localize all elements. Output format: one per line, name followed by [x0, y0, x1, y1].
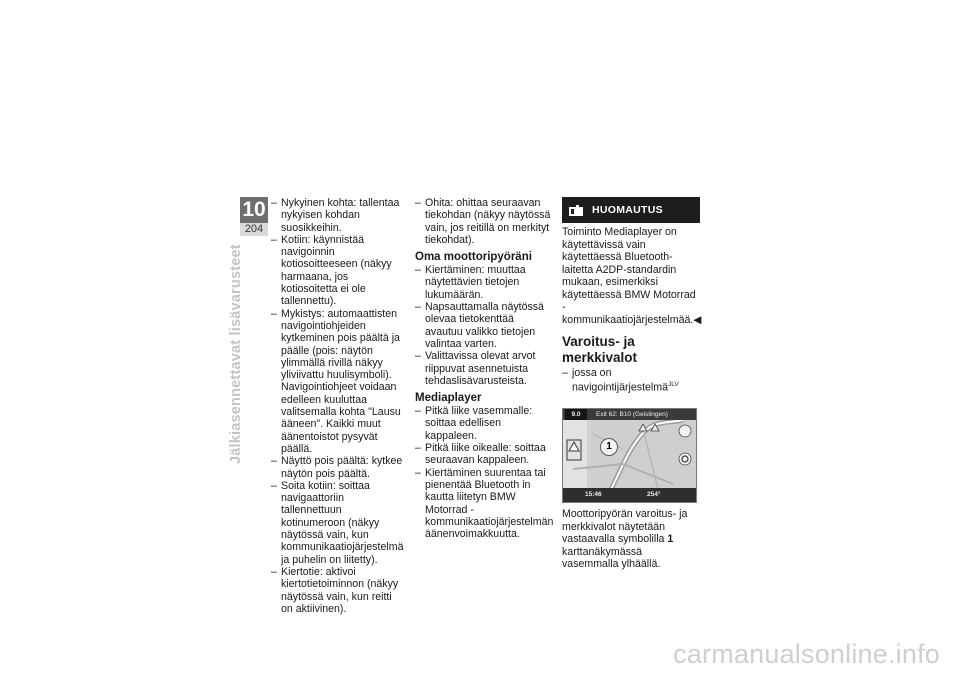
list-item: – Kiertäminen suurentaa tai pienentää Bluetooth in kautta liitetyn BMW Motorrad -kommunikaatiojärjestelmän äänenvoimakkuutta. [415, 467, 551, 541]
variant-tag: JLV [667, 381, 679, 389]
text-column-2 [415, 197, 554, 541]
section-heading-warnings: Varoitus- ja merkkivalot [562, 334, 638, 365]
list-item: – Pitkä liike oikealle: soittaa seuraavan kappaleen. [415, 442, 551, 467]
chapter-number: 10 [240, 197, 268, 223]
function-list [271, 197, 404, 615]
list-item: – Näyttö pois päältä: kytkee näytön pois päältä. [271, 455, 404, 480]
warning-marker: 1 [600, 438, 618, 456]
function-list [415, 405, 554, 541]
nav-time: 15:46 [585, 491, 602, 499]
list-item-text: jossa on navigointijärjestelmä [572, 367, 668, 394]
navigation-screen [562, 408, 697, 503]
section-heading-motorcycle: Oma moottoripyöräni [415, 251, 532, 264]
section-heading-mediaplayer: Mediaplayer [415, 392, 482, 405]
watermark: carmanualsonline.info [673, 639, 940, 669]
caption-suffix: karttanäkymässä vasemmalla ylhäällä. [562, 545, 661, 571]
list-item: – Kiertäminen: muuttaa näytettävien tietojen lukumäärän. [415, 264, 551, 301]
notice-header [562, 197, 700, 223]
list-item [562, 367, 700, 394]
function-list [415, 264, 551, 387]
list-item: – Nykyinen kohta: tallentaa nykyisen kohdan suosikkeihin. [271, 197, 404, 234]
list-item: – Valittavissa olevat arvot riippuvat asennetuista tehdaslisävarusteista. [415, 350, 551, 387]
function-list [415, 197, 551, 246]
side-chapter-label: Jälkiasennettavat lisävarusteet [228, 244, 244, 464]
list-item: – Pitkä liike vasemmalle: soittaa edellisen kappaleen. [415, 405, 551, 442]
list-item: – Mykistys: automaattisten navigointiohjeiden kytkeminen pois päältä ja päälle (pois: näytön ylimmällä rivillä näkyy yliviivattu huulisymboli). Navigointiohjeet voidaan edelleen kuuluttaa valitsemalla kohta "Lausu ääneen". Kaikki muut äänentoistot pysyvät päällä. [271, 308, 404, 456]
nav-distance: 9.0 [565, 409, 587, 420]
nav-exit-text: Exit 62: B10 (Geislingen) [596, 411, 668, 419]
list-item: – Napsauttamalla näytössä olevaa tietokenttää avautuu valikko tietojen valintaa varten. [415, 301, 551, 350]
caption-prefix: Moottoripyörän varoitus- ja merkkivalot näytetään vastaavalla symbolilla [562, 508, 688, 546]
screen-caption [562, 508, 700, 571]
text-column-3 [562, 197, 700, 571]
list-item: – Ohita: ohittaa seuraavan tiekohdan (näkyy näytössä vain, jos reitillä on merkityt tiekohdat). [415, 197, 551, 246]
caption-marker: 1 [667, 533, 674, 546]
nav-info-bar [563, 488, 696, 502]
list-item: – Soita kotiin: soittaa navigaattoriin tallennettuun kotinumeroon (näkyy näytössä vain, kun kommunikaatiojärjestelmä ja puhelin on liitetty). [271, 480, 404, 566]
notice-title: HUOMAUTUS [592, 203, 663, 216]
notice-icon [568, 204, 584, 217]
list-item: – Kiertotie: aktivoi kiertotietoiminnon (näkyy näytössä vain, kun reitti on aktiivinen). [271, 566, 404, 615]
nav-heading: 254° [647, 491, 661, 499]
text-column-1 [271, 197, 404, 615]
nav-status-bar [563, 409, 696, 420]
notice-text: Toiminto Mediaplayer on käytettävissä vain käytettäessä Bluetooth-laitetta A2DP-standardin mukaan, esimerkiksi käytettäessä BMW Motorrad -kommunikaatiojärjestelmää.◀ [562, 226, 702, 326]
page-number: 204 [240, 223, 268, 236]
function-list [562, 367, 700, 394]
list-item: – Kotiin: käynnistää navigoinnin kotiosoitteeseen (näkyy harmaana, jos kotiosoitetta ei ole tallennettu). [271, 234, 404, 308]
chapter-marker [240, 197, 268, 236]
